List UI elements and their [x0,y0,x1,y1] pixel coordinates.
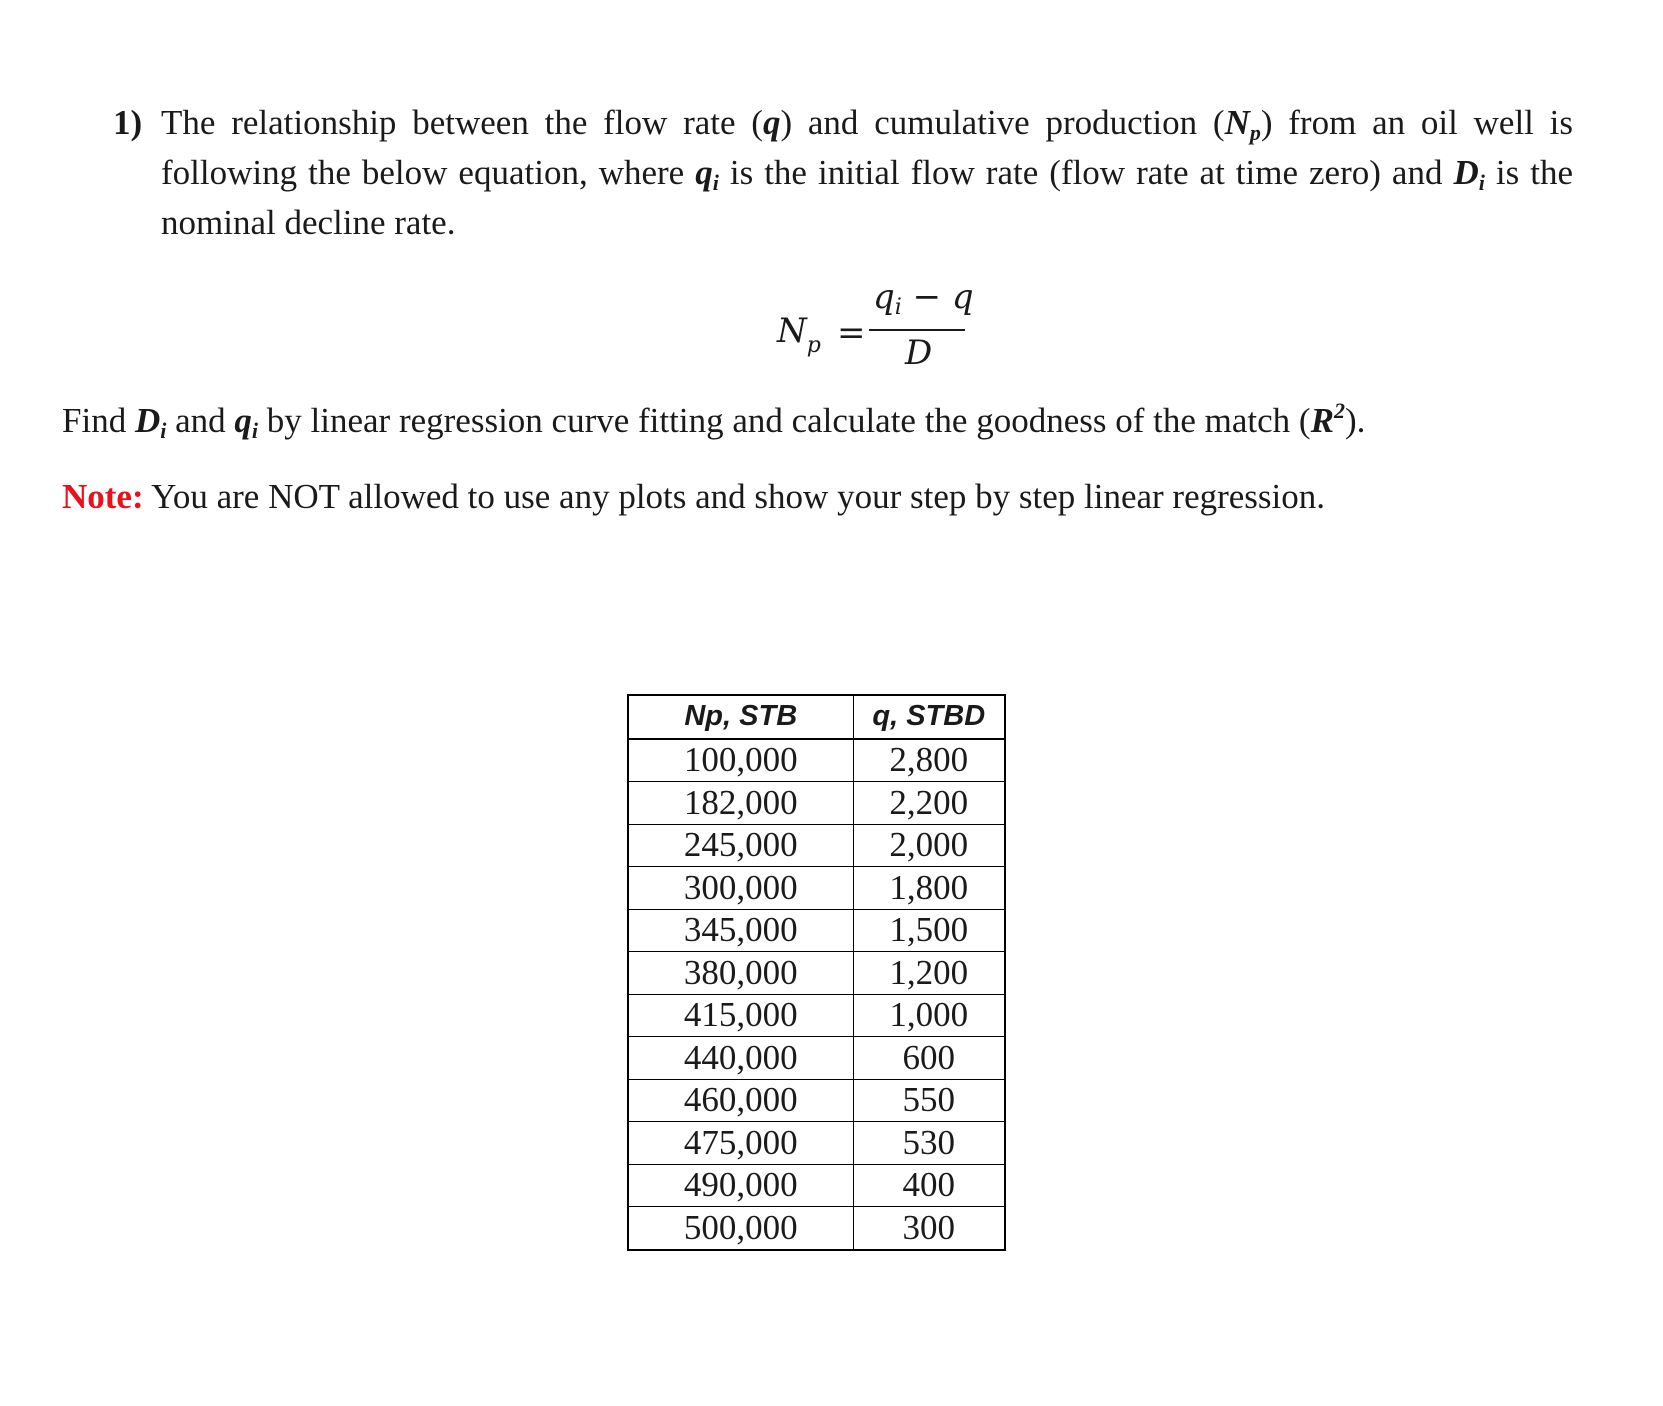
fraction-bar [869,329,965,331]
cell-q: 2,800 [853,739,1005,782]
problem-text [161,98,1573,248]
equation-numerator: $q_i - q$ [873,277,974,320]
table-row [628,1122,1005,1165]
var-r2: $R^2$ [1310,398,1345,440]
header-q: q, STBD [853,695,1005,739]
cell-np: 380,000 [628,952,853,995]
cell-np: 182,000 [628,782,853,825]
var-di-2: $D_i$ [134,401,167,443]
instruction-line: Find $D_i$ and $q_i$ by linear regression curve fitting and calculate the goodness of the match $(R^2)$. [62,398,1366,443]
cell-np: 475,000 [628,1122,853,1165]
table-row [628,1164,1005,1207]
cell-np: 460,000 [628,1079,853,1122]
cell-q: 550 [853,1079,1005,1122]
problem-statement [113,98,1573,248]
cell-q: 530 [853,1122,1005,1165]
table-row [628,824,1005,867]
cell-q: 1,200 [853,952,1005,995]
note-label: Note: [62,477,144,516]
cell-np: 345,000 [628,909,853,952]
equation [777,277,977,383]
cell-np: 440,000 [628,1037,853,1080]
cell-q: 2,000 [853,824,1005,867]
table-row [628,1207,1005,1250]
table-header-row [628,695,1005,739]
table-row [628,739,1005,782]
equation-denominator: D [905,333,933,373]
cell-q: 2,200 [853,782,1005,825]
var-di: $D_i$ [1453,153,1485,195]
var-qi: $q_i$ [695,153,719,195]
table-row [628,909,1005,952]
cell-q: 1,800 [853,867,1005,910]
table-row [628,867,1005,910]
problem-line-1: The relationship between the flow rate (q) and cumulative production $(N_p)$ from an oil well is [161,103,1574,145]
cell-np: 415,000 [628,994,853,1037]
cell-q: 400 [853,1164,1005,1207]
cell-np: 500,000 [628,1207,853,1250]
cell-np: 490,000 [628,1164,853,1207]
problem-line-3: nominal decline rate. [161,203,456,242]
cell-np: 100,000 [628,739,853,782]
note-line [62,472,1325,522]
cell-q: 300 [853,1207,1005,1250]
problem-line-2: following the below equation, where $q_i$ is the initial flow rate (flow rate at time zero) and $D_i$ is the [161,153,1573,195]
table-row [628,952,1005,995]
cell-q: 1,500 [853,909,1005,952]
cell-np: 245,000 [628,824,853,867]
table-row [628,1079,1005,1122]
cell-np: 300,000 [628,867,853,910]
equation-equals: = [837,313,866,353]
equation-lhs: $N_p$ [777,311,821,358]
table-row [628,1037,1005,1080]
header-np: Np, STB [628,695,853,739]
problem-number: 1) [113,103,143,142]
var-q: q [762,103,781,142]
table-row [628,782,1005,825]
data-table [627,694,1006,1251]
cell-q: 600 [853,1037,1005,1080]
var-qi-2: $q_i$ [234,401,259,443]
note-text: You are NOT allowed to use any plots and show your step by step linear regression. [143,477,1326,516]
cell-q: 1,000 [853,994,1005,1037]
table-row [628,994,1005,1037]
var-np: $N_p$ [1224,103,1261,145]
